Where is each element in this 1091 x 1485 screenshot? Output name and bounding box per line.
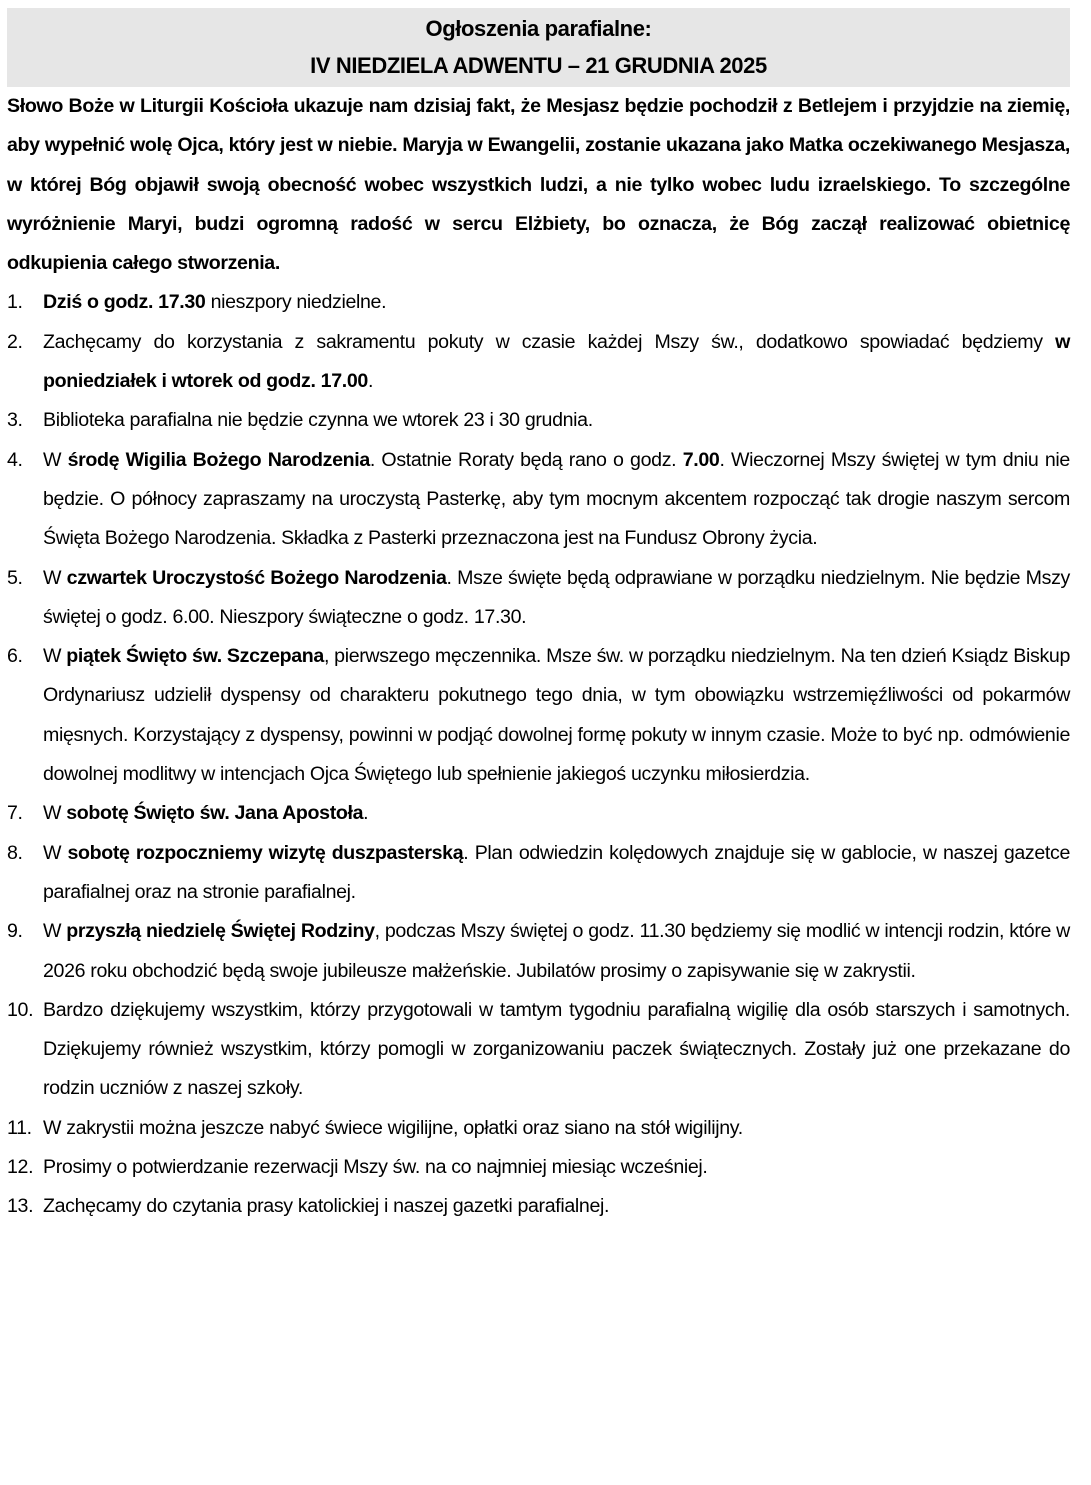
list-item-number: 1. — [7, 291, 23, 314]
list-item — [7, 912, 1070, 991]
list-item-text: Bardzo dziękujemy wszystkim, którzy przygotowali w tamtym tygodniu parafialną wigilię dla osób starszych i samotnych. Dziękujemy również wszystkim, którzy pomogli w zorganizowaniu paczek świątecznych. Zostały już one przekazane do rodzin uczniów z naszej szkoły. — [43, 998, 1070, 1100]
list-item-number: 8. — [7, 841, 23, 864]
list-item-text: Prosimy o potwierdzanie rezerwacji Mszy św. na co najmniej miesiąc wcześniej. — [43, 1156, 708, 1179]
list-item — [7, 991, 1070, 1109]
list-item-text: . Wieczornej Mszy świętej w tym dniu nie będzie. O północy zapraszamy na uroczystą Pasterkę, aby tym mocnym akcentem rozpocząć tak drogie naszym sercom Święta Bożego Narodzenia. Składka z Pasterki przeznaczona jest na Fundusz Obrony życia. — [43, 448, 1070, 550]
list-item-text: . — [367, 370, 374, 393]
list-item-text: W — [43, 566, 67, 589]
list-item-number: 2. — [7, 330, 23, 353]
list-item-text: , podczas Mszy świętej o godz. 11.30 będziemy się modlić w intencji rodzin, które w 2026 roku obchodzić będą swoje jubileusze małżeńskie. Jubilatów prosimy o zapisywanie się w zakrystii. — [43, 920, 1070, 982]
list-item-text: Zachęcamy do korzystania z sakramentu pokuty w czasie każdej Mszy św., dodatkowo spowiadać będziemy — [43, 330, 1056, 353]
intro-paragraph: Słowo Boże w Liturgii Kościoła ukazuje nam dzisiaj fakt, że Mesjasz będzie pochodził z Betlejem i przyjdzie na ziemię, aby wypełnić wolę Ojca, który jest w niebie. Maryja w Ewangelii, zostanie ukazana jako Matka oczekiwanego Mesjasza, w której Bóg objawił swoją obecność wobec wszystkich ludzi, a nie tylko wobec ludu izraelskiego. To szczególne wyróżnienie Maryi, budzi ogromną radość w sercu Elżbiety, bo oznacza, że Bóg zaczął realizować obietnicę odkupienia całego stworzenia. — [7, 95, 1070, 275]
list-item — [7, 1148, 1070, 1187]
page-subtitle-date: IV NIEDZIELA ADWENTU – 21 GRUDNIA 2025 — [310, 53, 767, 78]
list-item-text: W — [43, 448, 68, 471]
page-title: Ogłoszenia parafialne: — [425, 16, 652, 41]
list-item-number: 3. — [7, 409, 23, 432]
list-item-text: . — [363, 802, 369, 825]
list-item-text: Biblioteka parafialna nie będzie czynna we wtorek 23 i 30 grudnia. — [43, 409, 593, 432]
list-item-number: 6. — [7, 645, 23, 668]
list-item-text: . Plan odwiedzin kolędowych znajduje się w gablocie, w naszej gazetce parafialnej oraz na stronie parafialnej. — [43, 841, 1071, 903]
list-item-emphasis: sobotę Święto św. Jana Apostoła — [66, 802, 364, 825]
list-item — [7, 441, 1070, 559]
list-item — [7, 401, 1070, 440]
list-item-emphasis: sobotę rozpoczniemy wizytę duszpasterską — [67, 841, 464, 864]
list-item-text: W — [43, 920, 67, 943]
list-item-text: W — [43, 802, 67, 825]
list-item-number: 10. — [7, 998, 34, 1021]
announcements-list — [0, 283, 1091, 1226]
list-item-text: W — [43, 645, 67, 668]
list-item-emphasis: środę Wigilia Bożego Narodzenia — [67, 448, 370, 471]
list-item — [7, 283, 1070, 322]
list-item-text: W zakrystii można jeszcze nabyć świece wigilijne, opłatki oraz siano na stół wigilijny. — [43, 1116, 743, 1139]
list-item-emphasis: przyszłą niedzielę Świętej Rodziny — [66, 920, 375, 943]
list-item-number: 13. — [7, 1195, 34, 1218]
list-item-text: nieszpory niedzielne. — [205, 291, 387, 314]
list-item-emphasis: piątek Święto św. Szczepana — [66, 645, 324, 668]
list-item-number: 4. — [7, 448, 23, 471]
list-item-number: 11. — [7, 1116, 32, 1139]
list-item — [7, 637, 1070, 794]
list-item-text: . Ostatnie Roraty będą rano o godz. — [369, 448, 683, 471]
list-item — [7, 1187, 1070, 1226]
list-item-emphasis: 7.00 — [682, 448, 720, 471]
list-item-number: 7. — [7, 802, 23, 825]
list-item — [7, 323, 1070, 402]
list-item-text: . Msze święte będą odprawiane w porządku niedzielnym. Nie będzie Mszy świętej o godz. 6.00. Nieszpory świąteczne o godz. 17.30. — [43, 566, 1070, 628]
list-item-text: , pierwszego męczennika. Msze św. w porządku niedzielnym. Na ten dzień Ksiądz Biskup Ordynariusz udzielił dyspensy od charakteru pokutnego tego dnia, w tym obowiązku wstrzemięźliwości od pokarmów mięsnych. Korzystający z dyspensy, powinni w podjąć dowolnej formę pokuty w innym czasie. Może to być np. odmówienie dowolnej modlitwy w intencjach Ojca Świętego lub spełnienie jakiegoś uczynku miłosierdzia. — [43, 645, 1071, 786]
list-item-text: Zachęcamy do czytania prasy katolickiej i naszej gazetki parafialnej. — [43, 1195, 610, 1218]
list-item-emphasis: czwartek Uroczystość Bożego Narodzenia — [66, 566, 447, 589]
list-item-emphasis: w poniedziałek i wtorek od godz. 17.00 — [43, 330, 1070, 393]
list-item — [7, 1109, 1070, 1148]
list-item — [7, 834, 1070, 913]
list-item-number: 12. — [7, 1156, 34, 1179]
list-item-emphasis: Dziś o godz. 17.30 — [43, 291, 206, 314]
list-item-number: 9. — [7, 920, 23, 943]
document-header — [7, 8, 1070, 87]
list-item — [7, 794, 1070, 833]
list-item-text: W — [43, 841, 68, 864]
list-item-number: 5. — [7, 566, 23, 589]
list-item — [7, 559, 1070, 638]
